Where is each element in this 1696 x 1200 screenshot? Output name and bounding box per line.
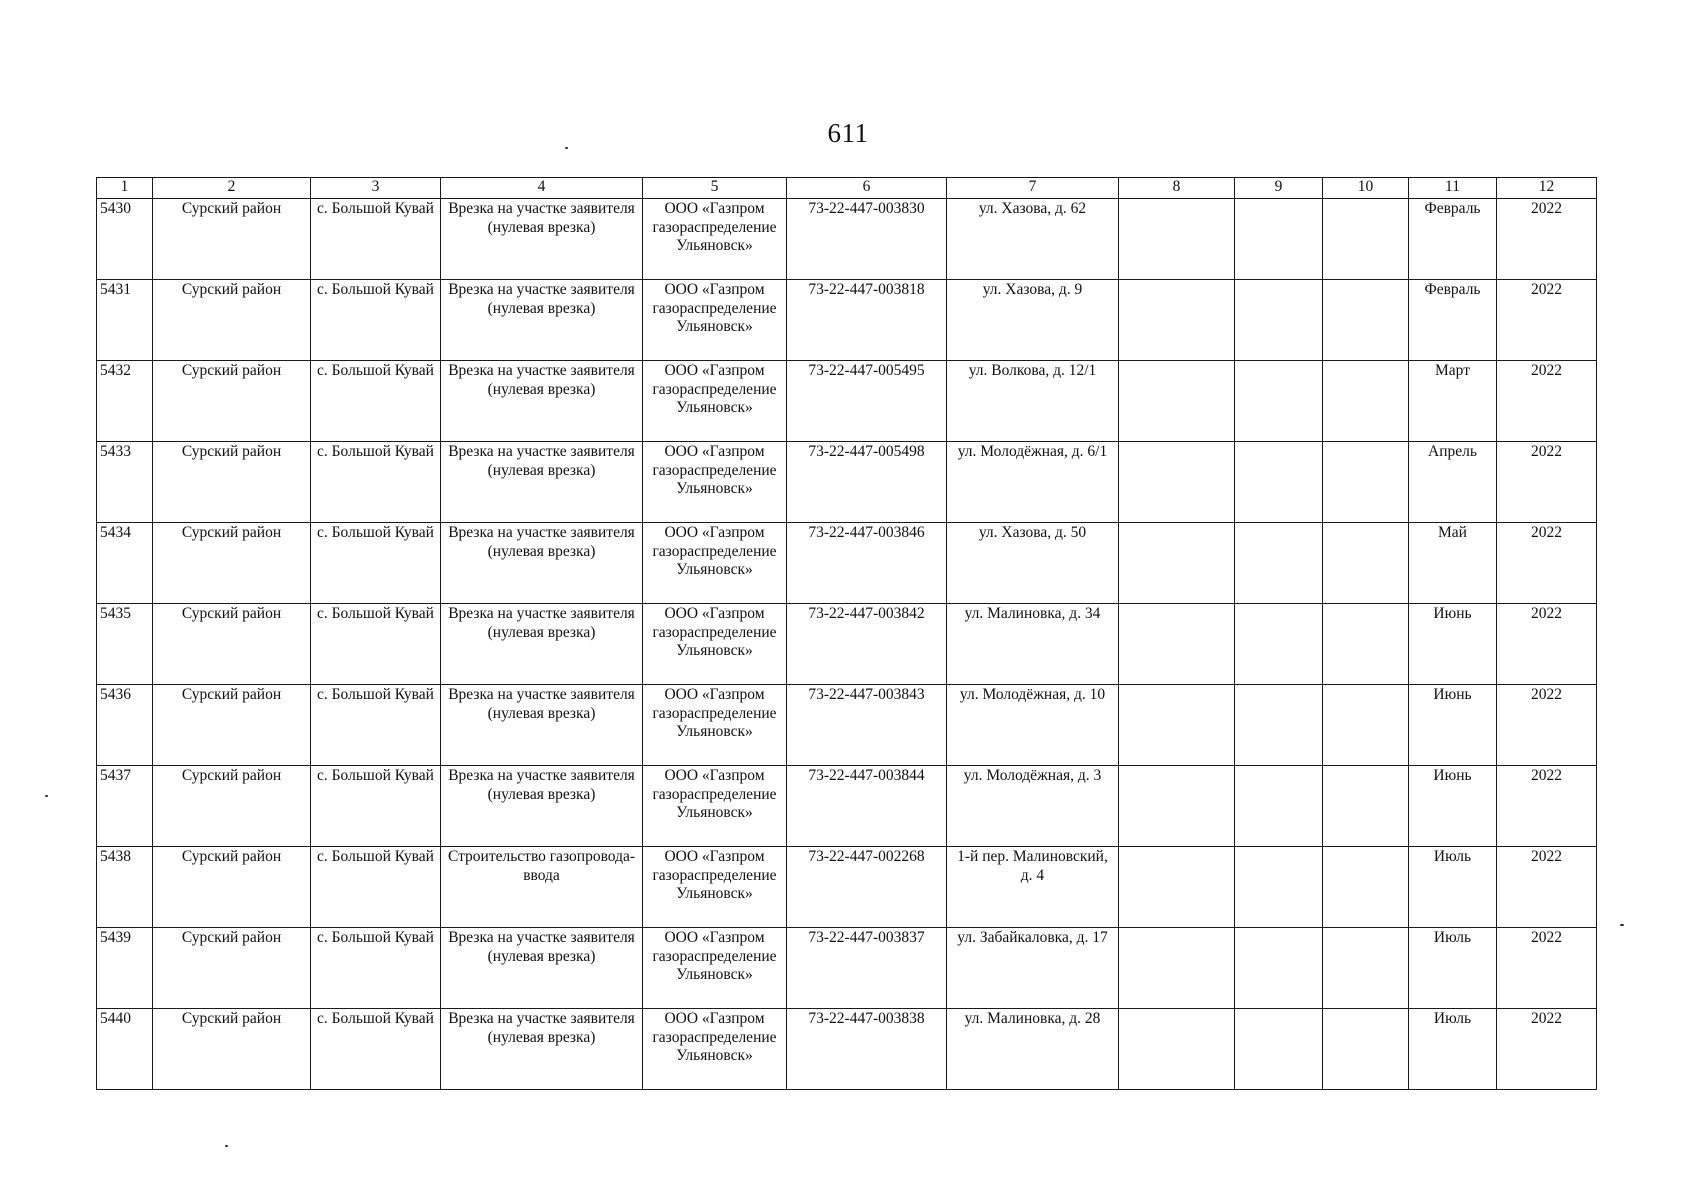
header-code: 6	[787, 178, 947, 199]
cell-col-10	[1323, 847, 1409, 928]
cell-number: 5439	[97, 928, 153, 1009]
cell-address: ул. Забайкаловка, д. 17	[947, 928, 1119, 1009]
cell-district: Сурский район	[153, 1009, 311, 1090]
cell-col-10	[1323, 604, 1409, 685]
header-row	[97, 178, 1597, 199]
cell-col-9	[1235, 361, 1323, 442]
cell-number: 5434	[97, 523, 153, 604]
cell-number: 5435	[97, 604, 153, 685]
cell-code: 73-22-447-003846	[787, 523, 947, 604]
table-header	[97, 178, 1597, 199]
cell-address: ул. Малиновка, д. 28	[947, 1009, 1119, 1090]
cell-organization: ООО «Газпром газораспределение Ульяновск»	[643, 361, 787, 442]
cell-work-type: Врезка на участке заявителя (нулевая врезка)	[441, 199, 643, 280]
scan-speck	[45, 795, 48, 797]
cell-col-9	[1235, 442, 1323, 523]
cell-locality: с. Большой Кувай	[311, 604, 441, 685]
cell-number: 5437	[97, 766, 153, 847]
scan-speck	[1620, 924, 1624, 926]
cell-work-type: Врезка на участке заявителя (нулевая врезка)	[441, 280, 643, 361]
cell-number: 5431	[97, 280, 153, 361]
cell-organization: ООО «Газпром газораспределение Ульяновск»	[643, 280, 787, 361]
cell-code: 73-22-447-003844	[787, 766, 947, 847]
cell-col-9	[1235, 928, 1323, 1009]
cell-organization: ООО «Газпром газораспределение Ульяновск»	[643, 523, 787, 604]
cell-col-8	[1119, 361, 1235, 442]
cell-col-8	[1119, 199, 1235, 280]
table-row	[97, 280, 1597, 361]
header-work-type: 4	[441, 178, 643, 199]
scan-speck	[565, 147, 568, 149]
cell-year: 2022	[1497, 847, 1597, 928]
cell-month: Июнь	[1409, 685, 1497, 766]
cell-col-10	[1323, 766, 1409, 847]
cell-locality: с. Большой Кувай	[311, 280, 441, 361]
cell-work-type: Врезка на участке заявителя (нулевая врезка)	[441, 766, 643, 847]
cell-district: Сурский район	[153, 847, 311, 928]
table-body	[97, 199, 1597, 1090]
cell-work-type: Врезка на участке заявителя (нулевая врезка)	[441, 1009, 643, 1090]
table-row	[97, 847, 1597, 928]
cell-col-9	[1235, 604, 1323, 685]
cell-col-8	[1119, 604, 1235, 685]
cell-district: Сурский район	[153, 685, 311, 766]
cell-code: 73-22-447-003830	[787, 199, 947, 280]
cell-col-10	[1323, 361, 1409, 442]
cell-year: 2022	[1497, 280, 1597, 361]
cell-locality: с. Большой Кувай	[311, 442, 441, 523]
data-table	[96, 177, 1597, 1090]
cell-col-9	[1235, 1009, 1323, 1090]
cell-col-9	[1235, 847, 1323, 928]
cell-col-8	[1119, 523, 1235, 604]
header-number: 1	[97, 178, 153, 199]
cell-number: 5430	[97, 199, 153, 280]
cell-number: 5438	[97, 847, 153, 928]
table-row	[97, 685, 1597, 766]
cell-col-8	[1119, 685, 1235, 766]
page-number: 611	[827, 118, 869, 148]
cell-locality: с. Большой Кувай	[311, 685, 441, 766]
cell-month: Февраль	[1409, 199, 1497, 280]
cell-col-8	[1119, 847, 1235, 928]
cell-address: 1-й пер. Малиновский, д. 4	[947, 847, 1119, 928]
cell-code: 73-22-447-003843	[787, 685, 947, 766]
cell-district: Сурский район	[153, 928, 311, 1009]
cell-organization: ООО «Газпром газораспределение Ульяновск»	[643, 1009, 787, 1090]
cell-address: ул. Молодёжная, д. 10	[947, 685, 1119, 766]
table-row	[97, 604, 1597, 685]
cell-locality: с. Большой Кувай	[311, 523, 441, 604]
cell-work-type: Врезка на участке заявителя (нулевая врезка)	[441, 442, 643, 523]
cell-month: Июль	[1409, 928, 1497, 1009]
cell-year: 2022	[1497, 766, 1597, 847]
cell-month: Июль	[1409, 1009, 1497, 1090]
table-row	[97, 442, 1597, 523]
table-row	[97, 361, 1597, 442]
header-month: 11	[1409, 178, 1497, 199]
cell-year: 2022	[1497, 1009, 1597, 1090]
cell-col-10	[1323, 199, 1409, 280]
cell-col-10	[1323, 928, 1409, 1009]
cell-district: Сурский район	[153, 523, 311, 604]
cell-col-9	[1235, 685, 1323, 766]
cell-code: 73-22-447-002268	[787, 847, 947, 928]
table-row	[97, 928, 1597, 1009]
cell-number: 5433	[97, 442, 153, 523]
cell-work-type: Врезка на участке заявителя (нулевая врезка)	[441, 361, 643, 442]
cell-organization: ООО «Газпром газораспределение Ульяновск»	[643, 928, 787, 1009]
cell-code: 73-22-447-003837	[787, 928, 947, 1009]
cell-work-type: Врезка на участке заявителя (нулевая врезка)	[441, 523, 643, 604]
cell-month: Февраль	[1409, 280, 1497, 361]
cell-organization: ООО «Газпром газораспределение Ульяновск»	[643, 604, 787, 685]
cell-district: Сурский район	[153, 280, 311, 361]
cell-number: 5436	[97, 685, 153, 766]
cell-address: ул. Молодёжная, д. 6/1	[947, 442, 1119, 523]
table-row	[97, 199, 1597, 280]
cell-locality: с. Большой Кувай	[311, 847, 441, 928]
cell-col-8	[1119, 1009, 1235, 1090]
cell-year: 2022	[1497, 199, 1597, 280]
cell-col-8	[1119, 766, 1235, 847]
cell-month: Апрель	[1409, 442, 1497, 523]
cell-address: ул. Хазова, д. 62	[947, 199, 1119, 280]
cell-organization: ООО «Газпром газораспределение Ульяновск»	[643, 442, 787, 523]
cell-col-9	[1235, 280, 1323, 361]
cell-month: Март	[1409, 361, 1497, 442]
header-locality: 3	[311, 178, 441, 199]
cell-organization: ООО «Газпром газораспределение Ульяновск»	[643, 766, 787, 847]
cell-col-9	[1235, 766, 1323, 847]
cell-locality: с. Большой Кувай	[311, 766, 441, 847]
cell-code: 73-22-447-005498	[787, 442, 947, 523]
cell-month: Май	[1409, 523, 1497, 604]
cell-number: 5432	[97, 361, 153, 442]
scan-speck	[225, 1145, 228, 1147]
cell-year: 2022	[1497, 928, 1597, 1009]
cell-address: ул. Хазова, д. 9	[947, 280, 1119, 361]
header-district: 2	[153, 178, 311, 199]
cell-district: Сурский район	[153, 604, 311, 685]
header-col-8: 8	[1119, 178, 1235, 199]
table-row	[97, 1009, 1597, 1090]
cell-col-10	[1323, 685, 1409, 766]
cell-year: 2022	[1497, 442, 1597, 523]
cell-col-10	[1323, 280, 1409, 361]
cell-number: 5440	[97, 1009, 153, 1090]
cell-year: 2022	[1497, 523, 1597, 604]
cell-organization: ООО «Газпром газораспределение Ульяновск»	[643, 847, 787, 928]
cell-address: ул. Малиновка, д. 34	[947, 604, 1119, 685]
cell-col-8	[1119, 928, 1235, 1009]
header-col-9: 9	[1235, 178, 1323, 199]
header-organization: 5	[643, 178, 787, 199]
cell-locality: с. Большой Кувай	[311, 361, 441, 442]
cell-district: Сурский район	[153, 766, 311, 847]
cell-locality: с. Большой Кувай	[311, 1009, 441, 1090]
cell-address: ул. Волкова, д. 12/1	[947, 361, 1119, 442]
cell-work-type: Врезка на участке заявителя (нулевая врезка)	[441, 928, 643, 1009]
cell-locality: с. Большой Кувай	[311, 199, 441, 280]
cell-district: Сурский район	[153, 442, 311, 523]
cell-code: 73-22-447-003818	[787, 280, 947, 361]
cell-organization: ООО «Газпром газораспределение Ульяновск»	[643, 199, 787, 280]
cell-col-9	[1235, 523, 1323, 604]
cell-organization: ООО «Газпром газораспределение Ульяновск»	[643, 685, 787, 766]
cell-work-type: Врезка на участке заявителя (нулевая врезка)	[441, 604, 643, 685]
cell-code: 73-22-447-003842	[787, 604, 947, 685]
cell-work-type: Строительство газопровода-ввода	[441, 847, 643, 928]
table-row	[97, 766, 1597, 847]
cell-col-10	[1323, 442, 1409, 523]
header-year: 12	[1497, 178, 1597, 199]
cell-col-9	[1235, 199, 1323, 280]
cell-year: 2022	[1497, 685, 1597, 766]
cell-address: ул. Хазова, д. 50	[947, 523, 1119, 604]
table-row	[97, 523, 1597, 604]
cell-district: Сурский район	[153, 199, 311, 280]
cell-col-10	[1323, 523, 1409, 604]
cell-work-type: Врезка на участке заявителя (нулевая врезка)	[441, 685, 643, 766]
cell-year: 2022	[1497, 604, 1597, 685]
cell-col-10	[1323, 1009, 1409, 1090]
header-col-10: 10	[1323, 178, 1409, 199]
cell-month: Июнь	[1409, 766, 1497, 847]
cell-col-8	[1119, 280, 1235, 361]
cell-code: 73-22-447-005495	[787, 361, 947, 442]
cell-year: 2022	[1497, 361, 1597, 442]
cell-month: Июль	[1409, 847, 1497, 928]
cell-address: ул. Молодёжная, д. 3	[947, 766, 1119, 847]
cell-month: Июнь	[1409, 604, 1497, 685]
cell-col-8	[1119, 442, 1235, 523]
cell-district: Сурский район	[153, 361, 311, 442]
cell-code: 73-22-447-003838	[787, 1009, 947, 1090]
cell-locality: с. Большой Кувай	[311, 928, 441, 1009]
header-address: 7	[947, 178, 1119, 199]
